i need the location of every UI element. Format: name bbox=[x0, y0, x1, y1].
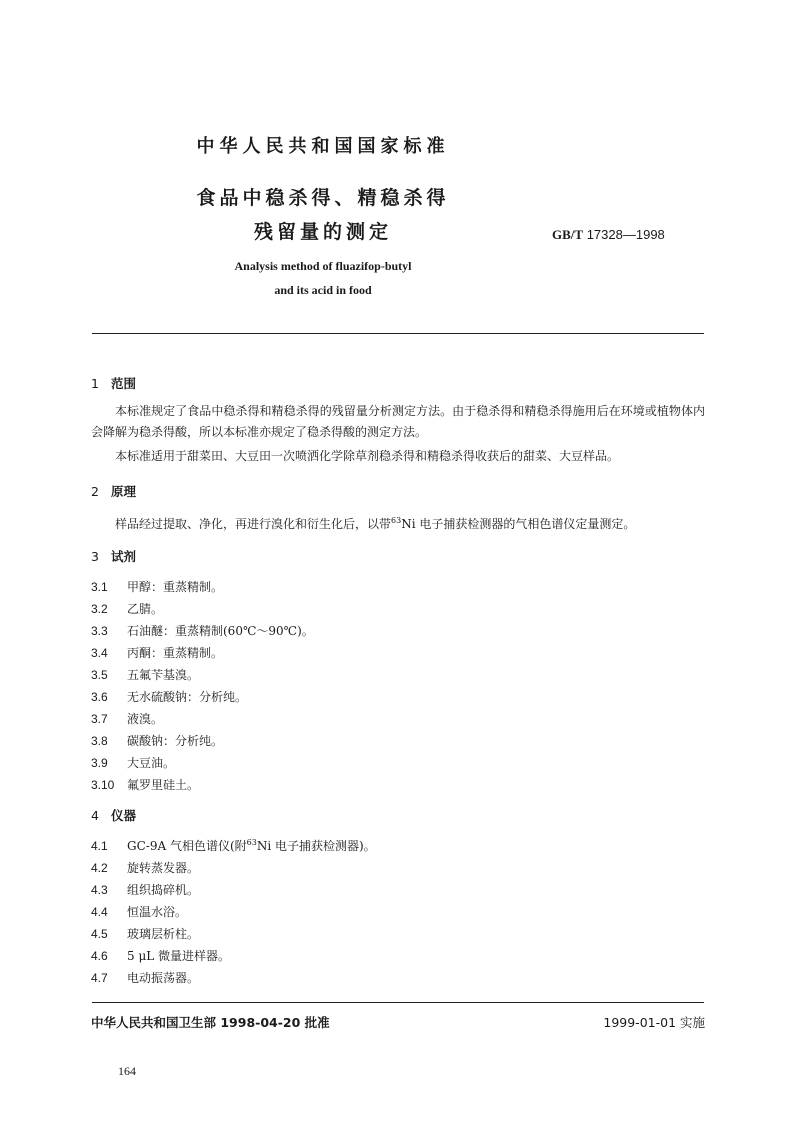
reagent-number: 3.3 bbox=[91, 624, 108, 638]
section-3-number: 3 bbox=[91, 549, 99, 564]
section-3-heading bbox=[91, 547, 136, 565]
reagent-number: 3.2 bbox=[91, 602, 108, 616]
section-1-title: 范围 bbox=[111, 376, 137, 391]
section-1-number: 1 bbox=[91, 376, 99, 391]
reagent-number: 3.7 bbox=[91, 712, 108, 726]
section-4-number: 4 bbox=[91, 808, 99, 823]
reagent-item bbox=[91, 578, 223, 595]
standard-code-number: 17328—1998 bbox=[586, 227, 665, 242]
instrument-item bbox=[91, 969, 199, 986]
instrument-item bbox=[91, 947, 230, 964]
header-divider bbox=[92, 333, 704, 334]
section-2-heading bbox=[91, 482, 136, 500]
section-2-paragraph bbox=[91, 510, 705, 535]
section-4-heading bbox=[91, 806, 136, 824]
instrument-number: 4.4 bbox=[91, 905, 108, 919]
section-3-title: 试剂 bbox=[111, 549, 137, 564]
reagent-text: 大豆油。 bbox=[127, 756, 176, 770]
page-number: 164 bbox=[118, 1064, 136, 1078]
principle-text-a: 样品经过提取、净化，再进行溴化和衍生化后，以带 bbox=[115, 517, 392, 531]
reagent-item bbox=[91, 732, 223, 749]
reagent-item bbox=[91, 622, 314, 639]
english-title-line1: Analysis method of fluazifop-butyl bbox=[234, 259, 412, 273]
instrument-item bbox=[91, 925, 199, 942]
reagent-item bbox=[91, 644, 223, 661]
section-1-heading bbox=[91, 374, 136, 392]
instrument-text-b: Ni 电子捕获检测器)。 bbox=[256, 839, 376, 853]
section-2-title: 原理 bbox=[111, 484, 137, 499]
reagent-number: 3.10 bbox=[91, 778, 115, 792]
instrument-number: 4.6 bbox=[91, 949, 108, 963]
instrument-item bbox=[91, 837, 376, 854]
reagent-text: 碳酸钠：分析纯。 bbox=[127, 734, 224, 748]
document-title-line1: 食品中稳杀得、精稳杀得 bbox=[196, 187, 450, 209]
reagent-text: 乙腈。 bbox=[127, 602, 164, 616]
instrument-text-a: GC-9A 气相色谱仪(附 bbox=[127, 839, 247, 853]
reagent-text: 无水硫酸钠：分析纯。 bbox=[127, 690, 248, 704]
instrument-text: 5 μL 微量进样器。 bbox=[127, 949, 231, 963]
reagent-number: 3.4 bbox=[91, 646, 108, 660]
instrument-text: 恒温水浴。 bbox=[127, 905, 188, 919]
standard-code-prefix: GB/T bbox=[552, 227, 584, 242]
reagent-number: 3.9 bbox=[91, 756, 108, 770]
reagent-item bbox=[91, 666, 199, 683]
principle-text-b: Ni 电子捕获检测器的气相色谱仪定量测定。 bbox=[401, 517, 636, 531]
standard-code bbox=[552, 227, 665, 243]
english-title-line2: and its acid in food bbox=[274, 283, 372, 297]
reagent-item bbox=[91, 688, 247, 705]
reagent-item bbox=[91, 776, 199, 793]
instrument-text: 玻璃层析柱。 bbox=[127, 927, 200, 941]
instrument-number: 4.1 bbox=[91, 839, 108, 853]
instrument-text: 旋转蒸发器。 bbox=[127, 861, 200, 875]
standard-type-heading: 中华人民共和国国家标准 bbox=[196, 136, 450, 157]
reagent-number: 3.1 bbox=[91, 580, 108, 594]
section-1-paragraph-2: 本标准适用于甜菜田、大豆田一次喷洒化学除草剂稳杀得和精稳杀得收获后的甜菜、大豆样品。 bbox=[115, 449, 620, 463]
section-2-number: 2 bbox=[91, 484, 99, 499]
instrument-item bbox=[91, 903, 187, 920]
footer-divider bbox=[92, 1002, 704, 1003]
instrument-number: 4.5 bbox=[91, 927, 108, 941]
instrument-item bbox=[91, 859, 199, 876]
isotope-superscript: 63 bbox=[246, 838, 257, 847]
instrument-text: 组织捣碎机。 bbox=[127, 883, 200, 897]
reagent-text: 氟罗里硅土。 bbox=[127, 778, 200, 792]
section-4-title: 仪器 bbox=[111, 808, 137, 823]
reagent-item bbox=[91, 754, 175, 771]
instrument-number: 4.2 bbox=[91, 861, 108, 875]
reagent-text: 甲醇：重蒸精制。 bbox=[127, 580, 224, 594]
reagent-text: 丙酮：重蒸精制。 bbox=[127, 646, 224, 660]
reagent-number: 3.6 bbox=[91, 690, 108, 704]
reagent-item bbox=[91, 600, 163, 617]
section-1-paragraph-1: 本标准规定了食品中稳杀得和精稳杀得的残留量分析测定方法。由于稳杀得和精稳杀得施用后在环境或植物体内会降解为稳杀得酸，所以本标准亦规定了稳杀得酸的测定方法。 bbox=[91, 404, 705, 439]
reagent-number: 3.5 bbox=[91, 668, 108, 682]
instrument-number: 4.3 bbox=[91, 883, 108, 897]
reagent-number: 3.8 bbox=[91, 734, 108, 748]
reagent-text: 石油醚：重蒸精制(60℃～90℃)。 bbox=[127, 624, 314, 638]
reagent-text: 液溴。 bbox=[127, 712, 164, 726]
reagent-item bbox=[91, 710, 163, 727]
reagent-text: 五氟苄基溴。 bbox=[127, 668, 200, 682]
effective-date-line: 1999-01-01 实施 bbox=[603, 1015, 705, 1030]
instrument-item bbox=[91, 881, 199, 898]
document-title-line2: 残留量的测定 bbox=[253, 221, 392, 243]
isotope-superscript: 63 bbox=[391, 516, 402, 525]
approval-line: 中华人民共和国卫生部 1998-04-20 批准 bbox=[91, 1015, 330, 1030]
instrument-number: 4.7 bbox=[91, 971, 108, 985]
instrument-text: 电动振荡器。 bbox=[127, 971, 200, 985]
